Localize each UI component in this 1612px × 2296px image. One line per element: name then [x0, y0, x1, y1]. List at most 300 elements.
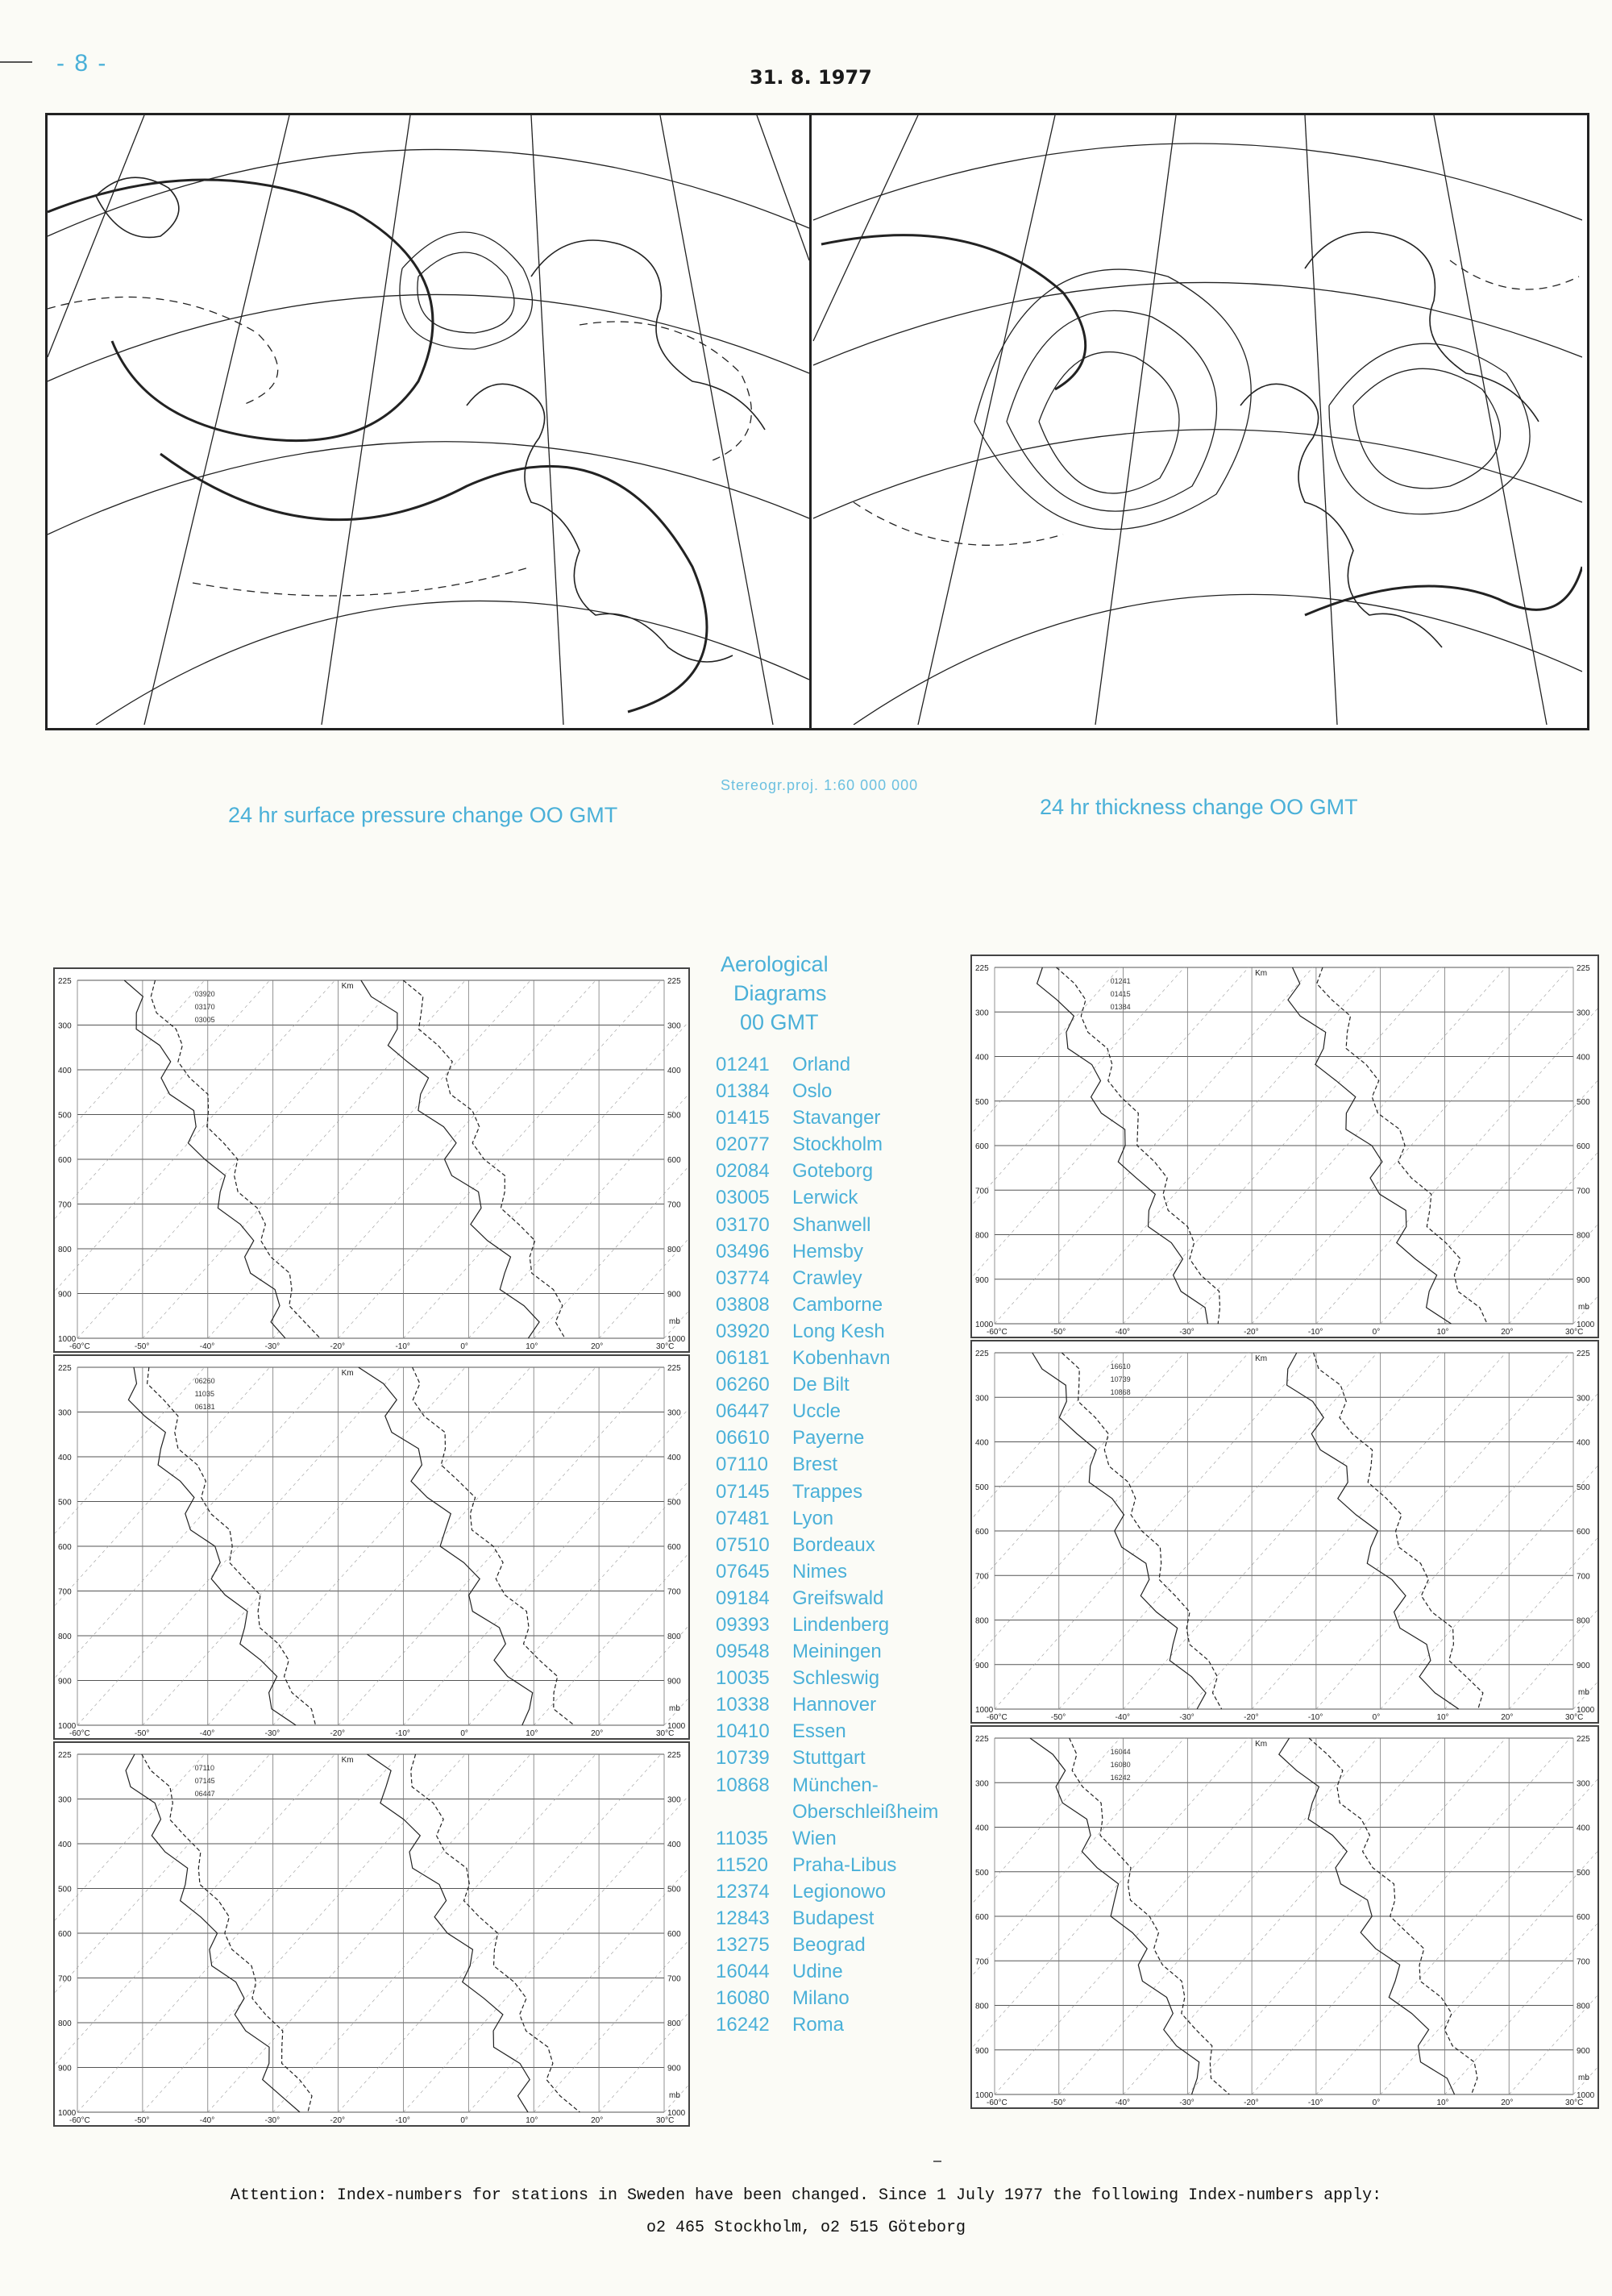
- pressure-label: 1000: [975, 1706, 994, 1715]
- pressure-label: 400: [667, 1454, 681, 1462]
- pressure-label: 225: [667, 1751, 681, 1760]
- pressure-label: 800: [58, 1633, 72, 1641]
- pressure-label: 700: [975, 1572, 989, 1582]
- meridian-line: [1305, 115, 1337, 725]
- station-entry: [716, 1212, 982, 1238]
- temperature-label: -10°: [395, 2116, 410, 2125]
- meridian-line: [1434, 115, 1547, 725]
- diagram-grid: [972, 956, 1597, 1337]
- pressure-label: 500: [667, 1111, 681, 1121]
- station-entry: [716, 1158, 982, 1184]
- temperature-label: -20°: [330, 1729, 346, 1738]
- station-name: Camborne: [792, 1293, 883, 1316]
- temperature-label: 10°: [1436, 2098, 1449, 2107]
- station-name: Meiningen: [792, 1641, 882, 1663]
- temperature-label: -30°: [1179, 1328, 1194, 1337]
- station-entry: [716, 1078, 982, 1104]
- station-name: Oslo: [792, 1080, 833, 1103]
- diagram-station-code: 07145: [194, 1777, 215, 1785]
- station-name: De Bilt: [792, 1374, 850, 1396]
- pressure-label: 800: [667, 1246, 681, 1254]
- aerological-diagram: [53, 967, 690, 1353]
- diagram-grid: [55, 969, 688, 1351]
- pressure-label: 225: [975, 1735, 989, 1744]
- pressure-label: 300: [667, 1795, 681, 1805]
- temperature-label: 20°: [1501, 1713, 1514, 1722]
- pressure-label: 500: [58, 1111, 72, 1121]
- temperature-label: -60°C: [69, 1729, 90, 1738]
- pressure-label: 500: [975, 1483, 989, 1492]
- aerological-diagram: [970, 955, 1599, 1338]
- station-name: Budapest: [792, 1907, 875, 1929]
- station-entry: [716, 1318, 982, 1345]
- pressure-label: 800: [1577, 1231, 1590, 1241]
- aerological-diagram: [53, 1741, 690, 2127]
- temperature-label: -50°: [134, 1342, 150, 1351]
- diagram-grid: [55, 1743, 688, 2125]
- station-name: Goteborg: [792, 1160, 874, 1183]
- station-name: Hemsby: [792, 1240, 864, 1262]
- diagram-grid: [55, 1356, 688, 1738]
- aerological-diagram: [970, 1725, 1599, 2109]
- station-code: 16080: [716, 1987, 770, 2010]
- pressure-label: 600: [1577, 1913, 1590, 1922]
- station-code: 06447: [716, 1400, 770, 1423]
- pressure-label: 700: [975, 1957, 989, 1967]
- pressure-label: 800: [667, 2019, 681, 2028]
- aerological-title: [721, 950, 982, 1037]
- pressure-label: 500: [667, 1885, 681, 1895]
- temperature-label: -50°: [1050, 1328, 1066, 1337]
- pressure-label: 300: [1577, 1009, 1590, 1018]
- pressure-label: 900: [58, 2064, 72, 2073]
- pressure-label: 600: [58, 1930, 72, 1939]
- mb-label: mb: [669, 2091, 680, 2100]
- diagram-station-code: 16610: [1110, 1362, 1131, 1371]
- station-entry: [716, 1345, 982, 1371]
- page-number: - 8 -: [56, 50, 108, 77]
- temperature-label: 0°: [1372, 2098, 1381, 2107]
- station-entry: [716, 1958, 982, 1985]
- temperature-label: -50°: [1050, 1713, 1066, 1722]
- temperature-label: -60°C: [987, 1328, 1008, 1337]
- station-name: Orland: [792, 1054, 851, 1075]
- station-panel: [716, 950, 982, 2038]
- pressure-label: 700: [975, 1187, 989, 1196]
- isoline: [1007, 310, 1216, 511]
- pressure-label: 300: [58, 1021, 72, 1031]
- station-code: 02077: [716, 1133, 770, 1156]
- station-name: Greifswald: [792, 1587, 884, 1609]
- temperature-label: -30°: [264, 2116, 280, 2125]
- station-entry: [716, 1131, 982, 1158]
- temperature-label: -60°C: [69, 1342, 90, 1351]
- station-name: Kobenhavn: [792, 1347, 891, 1370]
- station-code: 10035: [716, 1667, 770, 1690]
- temperature-label: 20°: [591, 1342, 604, 1351]
- station-name: Trappes: [792, 1480, 863, 1503]
- temperature-label: -30°: [1179, 1713, 1194, 1722]
- station-entry: [716, 1852, 982, 1878]
- station-code: 03920: [716, 1320, 770, 1342]
- pressure-label: 900: [667, 1290, 681, 1300]
- pressure-label: 600: [667, 1930, 681, 1939]
- station-entry: [716, 1772, 982, 1799]
- isoline: [1039, 352, 1179, 493]
- station-code: 13275: [716, 1934, 770, 1957]
- thickness-change-caption: 24 hr thickness change OO GMT: [1040, 795, 1358, 819]
- aerological-diagram: [970, 1340, 1599, 1724]
- station-code: 10338: [716, 1694, 770, 1716]
- pressure-label: 225: [667, 1364, 681, 1373]
- pressure-label: 500: [667, 1498, 681, 1508]
- temperature-label: 20°: [591, 2116, 604, 2125]
- station-code: 06260: [716, 1374, 770, 1396]
- station-entry: [716, 1532, 982, 1558]
- temperature-label: 10°: [1436, 1328, 1449, 1337]
- pressure-label: 400: [975, 1824, 989, 1833]
- pressure-label: 400: [667, 1841, 681, 1849]
- station-code: 16242: [716, 2014, 770, 2036]
- station-code: 07110: [716, 1454, 768, 1476]
- diagram-station-code: 10739: [1110, 1375, 1131, 1383]
- mb-label: mb: [1578, 2073, 1589, 2082]
- station-code: 09393: [716, 1613, 770, 1636]
- temperature-label: 0°: [1372, 1328, 1381, 1337]
- station-entry: [716, 1265, 982, 1292]
- pressure-label: 900: [58, 1290, 72, 1300]
- latitude-line: [48, 294, 809, 381]
- station-entry: [716, 1878, 982, 1905]
- pressure-label: 300: [667, 1021, 681, 1031]
- pressure-label: 900: [667, 1677, 681, 1687]
- station-name: Shanwell: [792, 1213, 871, 1236]
- index-numbers-notice: o2 465 Stockholm, o2 515 Göteborg: [646, 2219, 966, 2237]
- isoline-dashed: [1450, 260, 1579, 289]
- pressure-label: 600: [667, 1156, 681, 1165]
- km-label: Km: [341, 1756, 354, 1765]
- diagram-station-code: 01241: [1110, 977, 1131, 985]
- station-entry: [716, 1398, 982, 1425]
- station-list: [716, 1051, 982, 2038]
- pressure-label: 400: [58, 1067, 72, 1075]
- isoline-dashed: [854, 502, 1063, 545]
- station-entry: [716, 1425, 982, 1451]
- mb-label: mb: [669, 1704, 680, 1713]
- station-entry: [716, 1104, 982, 1131]
- station-name: Bordeaux: [792, 1533, 875, 1556]
- pressure-label: 900: [58, 1677, 72, 1687]
- pressure-label: 900: [1577, 1275, 1590, 1285]
- mb-label: mb: [1578, 1688, 1589, 1697]
- km-label: Km: [1255, 969, 1268, 978]
- station-code: 03808: [716, 1293, 770, 1316]
- station-entry: [716, 1718, 982, 1745]
- pressure-label: 300: [1577, 1394, 1590, 1404]
- coastline: [1240, 384, 1442, 647]
- aerological-title-line: Diagrams: [733, 981, 827, 1005]
- isobar-bold: [160, 454, 707, 712]
- pressure-label: 300: [975, 1009, 989, 1018]
- temperature-label: -20°: [1244, 1328, 1259, 1337]
- temperature-label: 0°: [460, 1342, 468, 1351]
- pressure-label: 225: [975, 1350, 989, 1358]
- temperature-label: -10°: [395, 1729, 410, 1738]
- station-code: 11035: [716, 1827, 768, 1849]
- temperature-label: 10°: [526, 1342, 538, 1351]
- station-entry: [716, 1691, 982, 1718]
- station-code: 01384: [716, 1080, 770, 1103]
- temperature-label: -60°C: [69, 2116, 90, 2125]
- pressure-label: 900: [975, 1661, 989, 1670]
- station-code: 12843: [716, 1907, 770, 1929]
- map-divider: [809, 113, 812, 730]
- pressure-label: 300: [975, 1394, 989, 1404]
- station-code: 12374: [716, 1880, 770, 1903]
- station-code: [716, 1799, 792, 1825]
- latitude-line: [96, 601, 809, 725]
- pressure-label: 800: [975, 1231, 989, 1241]
- pressure-label: 700: [667, 1200, 681, 1210]
- diagram-station-code: 16242: [1110, 1774, 1131, 1782]
- station-name: Lyon: [792, 1507, 834, 1529]
- pressure-label: 700: [58, 1200, 72, 1210]
- pressure-change-caption: 24 hr surface pressure change OO GMT: [228, 803, 618, 827]
- temperature-label: 30°C: [1565, 1713, 1584, 1722]
- pressure-label: 225: [1577, 1735, 1590, 1744]
- temperature-label: 30°C: [656, 2116, 675, 2125]
- station-name: Roma: [792, 2014, 845, 2036]
- pressure-label: 1000: [1577, 1321, 1595, 1329]
- station-entry: [716, 1479, 982, 1505]
- meridian-line: [48, 115, 144, 357]
- pressure-label: 500: [58, 1885, 72, 1895]
- isobar-dashed: [48, 297, 278, 406]
- pressure-label: 300: [667, 1408, 681, 1418]
- temperature-label: 10°: [526, 1729, 538, 1738]
- pressure-label: 900: [975, 2046, 989, 2056]
- station-code: 10739: [716, 1747, 770, 1770]
- pressure-label: 400: [1577, 1438, 1590, 1448]
- temperature-label: -30°: [264, 1342, 280, 1351]
- temperature-label: -40°: [199, 1342, 215, 1351]
- temperature-label: -50°: [1050, 2098, 1066, 2107]
- station-entry: [716, 1638, 982, 1665]
- station-name: Schleswig: [792, 1667, 880, 1690]
- weather-maps-illustration: [48, 115, 1582, 725]
- diagram-station-code: 03920: [194, 990, 215, 998]
- projection-note: Stereogr.proj. 1:60 000 000: [721, 777, 919, 793]
- station-entry: [716, 1184, 982, 1211]
- pressure-label: 400: [58, 1841, 72, 1849]
- temperature-label: 0°: [460, 1729, 468, 1738]
- station-entry: [716, 1932, 982, 1958]
- pressure-label: 1000: [975, 1321, 994, 1329]
- pressure-label: 700: [667, 1587, 681, 1597]
- temperature-label: -40°: [1115, 1713, 1131, 1722]
- isobar-bold: [48, 180, 433, 441]
- pressure-label: 1000: [1577, 1706, 1595, 1715]
- temperature-label: -20°: [330, 1342, 346, 1351]
- station-code: 06610: [716, 1427, 770, 1450]
- pressure-label: 1000: [667, 1335, 686, 1344]
- station-entry: [716, 1051, 982, 1078]
- pressure-label: 400: [667, 1067, 681, 1075]
- pressure-label: 225: [58, 1751, 72, 1760]
- meridian-line: [660, 115, 773, 725]
- station-entry: [716, 1371, 982, 1398]
- station-code: 01415: [716, 1107, 770, 1129]
- temperature-label: -40°: [199, 1729, 215, 1738]
- scan-mark: [933, 2161, 941, 2162]
- station-code: 09548: [716, 1641, 770, 1663]
- pressure-label: 500: [975, 1097, 989, 1107]
- pressure-label: 400: [1577, 1053, 1590, 1063]
- temperature-label: 0°: [460, 2116, 468, 2125]
- pressure-label: 500: [58, 1498, 72, 1508]
- diagram-station-code: 06181: [194, 1403, 215, 1411]
- station-entry: [716, 1745, 982, 1771]
- pressure-label: 800: [1577, 2002, 1590, 2011]
- station-name: Payerne: [792, 1427, 865, 1450]
- meridian-line: [322, 115, 410, 725]
- meridian-line: [531, 115, 563, 725]
- station-entry: [716, 1665, 982, 1691]
- pressure-label: 800: [975, 2002, 989, 2011]
- pressure-label: 600: [58, 1543, 72, 1552]
- temperature-label: -60°C: [987, 1713, 1008, 1722]
- coastline: [531, 240, 765, 430]
- station-name: Praha-Libus: [792, 1853, 897, 1876]
- isobar-dashed: [193, 567, 531, 596]
- pressure-label: 600: [1577, 1528, 1590, 1537]
- station-entry: [716, 1985, 982, 2011]
- station-name: Essen: [792, 1720, 846, 1743]
- station-name: Lerwick: [792, 1187, 858, 1209]
- pressure-label: 300: [58, 1408, 72, 1418]
- pressure-label: 1000: [58, 2109, 77, 2118]
- isoline-bold: [1305, 567, 1582, 615]
- km-label: Km: [1255, 1354, 1268, 1363]
- station-entry: [716, 2011, 982, 2038]
- station-code: 16044: [716, 1961, 770, 1983]
- station-name: Udine: [792, 1961, 843, 1983]
- pressure-label: 900: [1577, 1661, 1590, 1670]
- pressure-label: 500: [1577, 1097, 1590, 1107]
- pressure-label: 700: [1577, 1572, 1590, 1582]
- diagram-station-code: 03005: [194, 1016, 215, 1024]
- temperature-label: -60°C: [987, 2098, 1008, 2107]
- station-entry: [716, 1905, 982, 1932]
- pressure-label: 600: [975, 1528, 989, 1537]
- pressure-label: 300: [58, 1795, 72, 1805]
- station-name: Stavanger: [792, 1107, 881, 1129]
- attention-notice: Attention: Index-numbers for stations in Sweden have been changed. Since 1 July 1977 the following Index-numbers apply:: [230, 2186, 1382, 2205]
- isoline: [1353, 368, 1501, 489]
- pressure-label: 600: [667, 1543, 681, 1552]
- temperature-label: 20°: [1501, 2098, 1514, 2107]
- station-code: 10410: [716, 1720, 770, 1743]
- meridian-line: [757, 115, 809, 260]
- pressure-label: 600: [975, 1913, 989, 1922]
- temperature-label: -10°: [1307, 1713, 1323, 1722]
- pressure-label: 400: [975, 1438, 989, 1448]
- temperature-label: -10°: [1307, 1328, 1323, 1337]
- pressure-label: 1000: [58, 1335, 77, 1344]
- station-entry: [716, 1505, 982, 1532]
- km-label: Km: [341, 1369, 354, 1378]
- station-name: Wien: [792, 1827, 837, 1849]
- mb-label: mb: [1578, 1303, 1589, 1312]
- latitude-line: [813, 144, 1582, 220]
- pressure-label: 900: [975, 1275, 989, 1285]
- diagram-station-code: 10868: [1110, 1388, 1131, 1396]
- diagram-station-code: 11035: [194, 1390, 214, 1398]
- report-date: 31. 8. 1977: [750, 66, 872, 89]
- station-code: 03170: [716, 1213, 770, 1236]
- station-code: 01241: [716, 1054, 770, 1075]
- station-entry: [716, 1585, 982, 1612]
- latitude-line: [48, 149, 809, 236]
- pressure-label: 1000: [667, 1722, 686, 1731]
- pressure-label: 700: [1577, 1187, 1590, 1196]
- station-code: 03496: [716, 1240, 770, 1262]
- pressure-label: 1000: [975, 2091, 994, 2100]
- pressure-label: 600: [975, 1142, 989, 1151]
- diagram-station-code: 03170: [194, 1003, 215, 1011]
- pressure-label: 400: [1577, 1824, 1590, 1833]
- diagram-grid: [972, 1341, 1597, 1722]
- pressure-label: 400: [975, 1053, 989, 1063]
- station-name: Oberschleißheim: [792, 1800, 939, 1823]
- diagram-station-code: 01415: [1110, 990, 1131, 998]
- station-name: Legionowo: [792, 1880, 887, 1903]
- station-code: 03005: [716, 1187, 770, 1209]
- pressure-label: 225: [58, 1364, 72, 1373]
- pressure-label: 800: [1577, 1616, 1590, 1626]
- temperature-label: -40°: [1115, 1328, 1131, 1337]
- diagram-station-code: 16044: [1110, 1748, 1131, 1756]
- temperature-label: 10°: [1436, 1713, 1449, 1722]
- pressure-label: 900: [667, 2064, 681, 2073]
- temperature-label: -50°: [134, 1729, 150, 1738]
- pressure-label: 600: [58, 1156, 72, 1165]
- latitude-line: [854, 594, 1582, 725]
- pressure-label: 225: [1577, 964, 1590, 973]
- pressure-label: 400: [58, 1454, 72, 1462]
- diagram-station-code: 06447: [194, 1790, 215, 1798]
- temperature-label: -30°: [1179, 2098, 1194, 2107]
- pressure-label: 500: [1577, 1483, 1590, 1492]
- pressure-label: 1000: [1577, 2091, 1595, 2100]
- temperature-label: 30°C: [656, 1342, 675, 1351]
- station-name: Nimes: [792, 1560, 848, 1583]
- temperature-label: -20°: [1244, 1713, 1259, 1722]
- station-name: München-: [792, 1774, 879, 1796]
- pressure-label: 900: [1577, 2046, 1590, 2056]
- pressure-label: 300: [1577, 1779, 1590, 1789]
- aerological-title-line: Aerological: [721, 952, 829, 976]
- aerological-diagram: [53, 1354, 690, 1740]
- pressure-label: 225: [667, 977, 681, 986]
- coastline: [1305, 232, 1539, 422]
- station-name: Milano: [792, 1987, 850, 2010]
- pressure-label: 700: [1577, 1957, 1590, 1967]
- station-entry: [716, 1451, 982, 1478]
- temperature-label: -40°: [1115, 2098, 1131, 2107]
- temperature-label: -20°: [1244, 2098, 1259, 2107]
- km-label: Km: [1255, 1740, 1268, 1749]
